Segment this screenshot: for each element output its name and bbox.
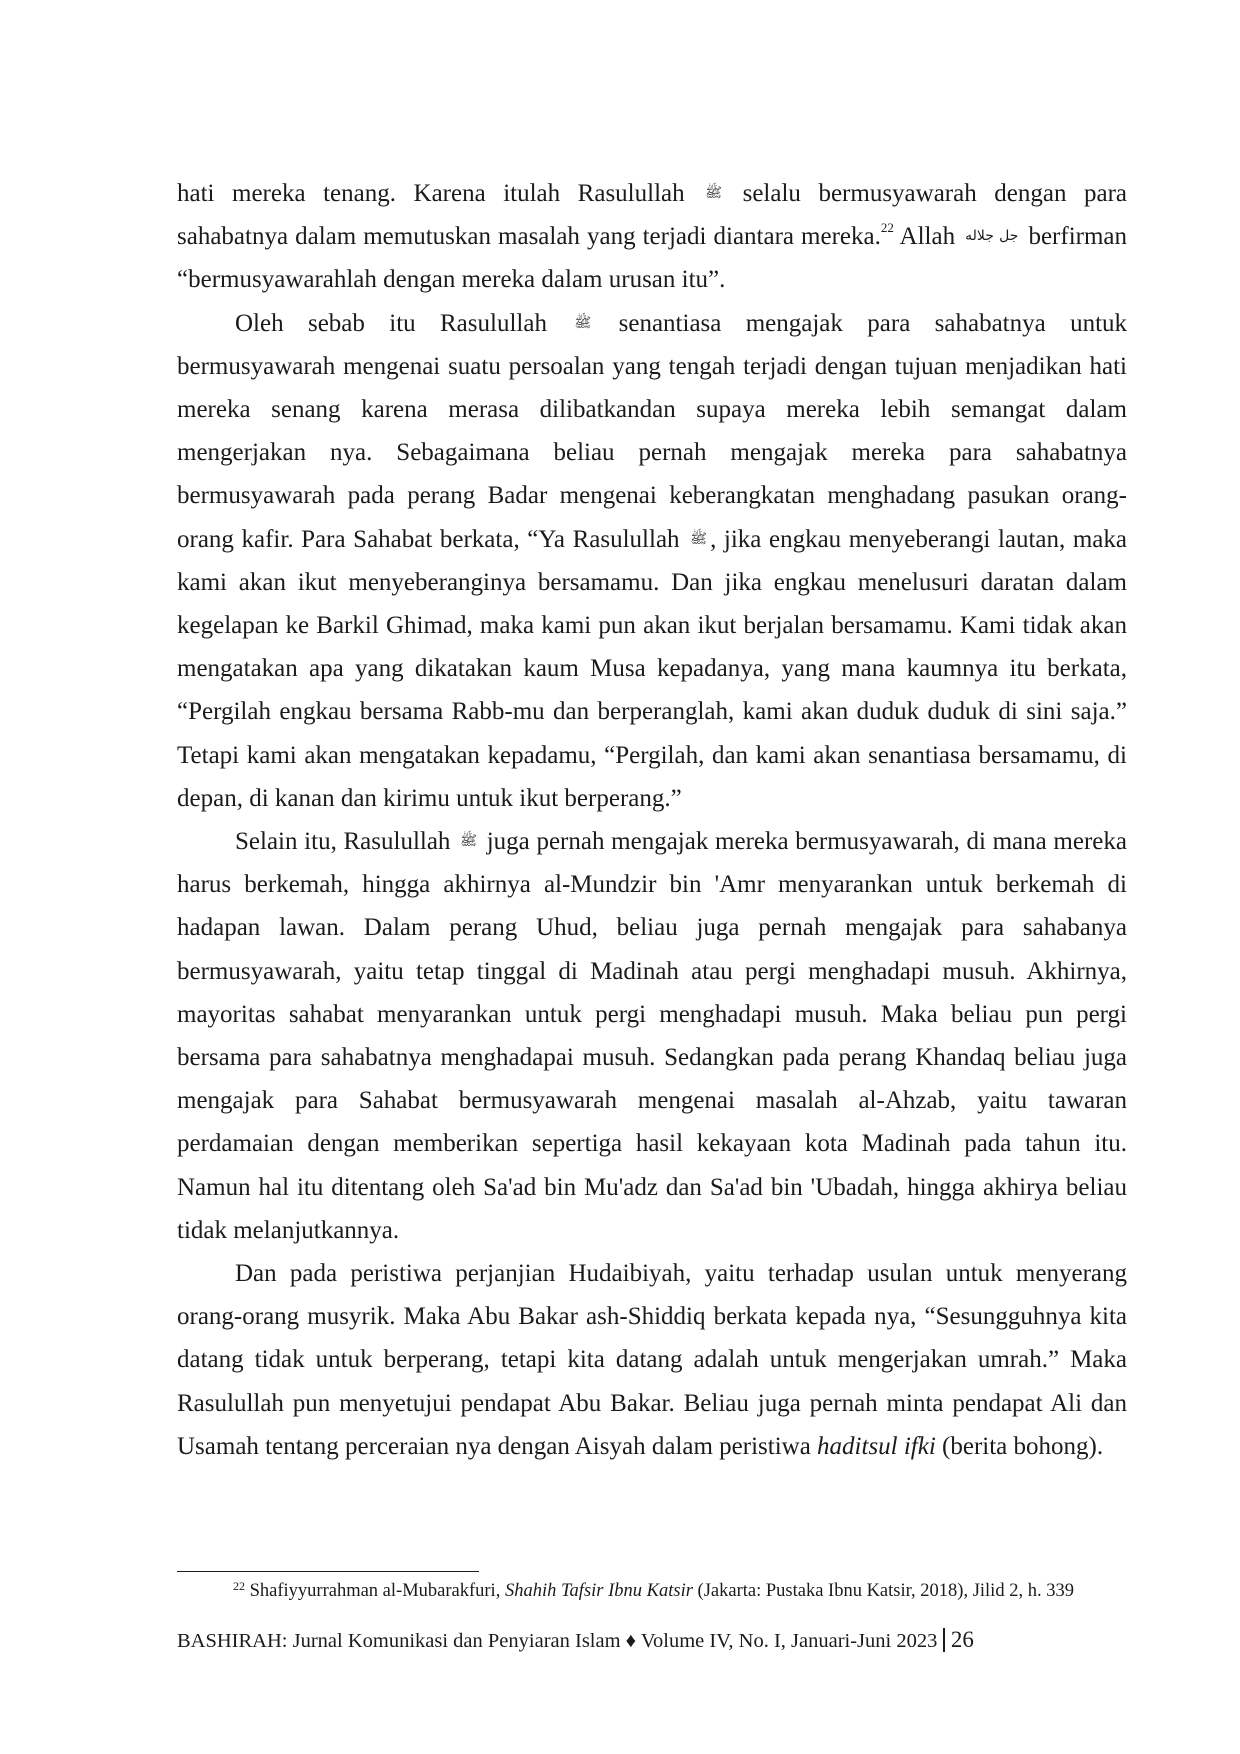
paragraph-2 — [177, 302, 1127, 820]
journal-citation: BASHIRAH: Jurnal Komunikasi dan Penyiaran Islam ♦ Volume IV, No. I, Januari-Juni 2023 — [177, 1630, 938, 1652]
text-run: selalu bermusyawarah dengan para sahabatnya dalam memutuskan masalah yang terjadi diantara mereka. — [177, 180, 1127, 251]
paragraph-1 — [177, 172, 1127, 302]
text-run: senantiasa mengajak para sahabatnya untuk bermusyawarah mengenai suatu persoalan yang tengah terjadi dengan tujuan menjadikan hati mereka senang karena merasa dilibatkandan supaya mereka lebih semangat dalam mengerjakan nya. Sebagaimana beliau pernah mengajak mereka para sahabatnya bermusyawarah pada perang Badar mengenai keberangkatan menghadang pasukan orang-orang kafir. Para Sahabat berkata, “Ya Rasulullah — [177, 309, 1128, 553]
jalla-glyph: جل جلاله — [965, 228, 1019, 245]
footnote-author: Shafiyyurrahman al-Mubarakfuri, — [249, 1581, 501, 1601]
italic-term: haditsul ifki — [817, 1432, 936, 1460]
text-run: hati mereka tenang. Karena itulah Rasulullah — [177, 180, 685, 207]
text-run: (berita bohong). — [942, 1432, 1104, 1460]
page-number: 26 — [950, 1627, 974, 1652]
body-text — [177, 172, 1127, 1468]
footnote-details: (Jakarta: Pustaka Ibnu Katsir, 2018), Jilid 2, h. 339 — [697, 1581, 1074, 1601]
paragraph-4 — [177, 1252, 1127, 1468]
salawat-glyph: ﷺ — [460, 833, 478, 850]
text-run: , jika engkau menyeberangi lautan, maka kami akan ikut menyeberanginya bersamamu. Dan jika engkau menelusuri daratan dalam kegelapan ke Barkil Ghimad, maka kami pun akan ikut berjalan bersamamu. Kami tidak akan mengatakan apa yang dikatakan kaum Musa kepadanya, yang mana kaumnya itu berkata, “Pergilah engkau bersama Rabb-mu dan berperanglah, kami akan duduk duduk di sini saja.” Tetapi kami akan mengatakan kepadamu, “Pergilah, dan kami akan senantiasa bersamamu, di depan, di kanan dan kirimu untuk ikut berperang.” — [177, 525, 1127, 812]
footnote-reference[interactable]: 22 — [880, 220, 894, 236]
footer-divider — [943, 1628, 945, 1652]
text-run: juga pernah mengajak mereka bermusyawarah, di mana mereka harus berkemah, hingga akhirnya al-Mundzir bin 'Amr menyarankan untuk berkemah di hadapan lawan. Dalam perang Uhud, beliau juga pernah mengajak para sahabanya bermusyawarah, yaitu tetap tinggal di Madinah atau pergi menghadapi musuh. Akhirnya, mayoritas sahabat menyarankan untuk pergi menghadapi musuh. Maka beliau pun pergi bersama para sahabatnya menghadapai musuh. Sedangkan pada perang Khandaq beliau juga mengajak para Sahabat bermusyawarah mengenai masalah al-Ahzab, yaitu tawaran perdamaian dengan memberikan sepertiga hasil kekayaan kota Madinah pada tahun itu. Namun hal itu ditentang oleh Sa'ad bin Mu'adz dan Sa'ad bin 'Ubadah, hingga akhirya beliau tidak melanjutkannya. — [177, 828, 1127, 1244]
text-run: Selain itu, Rasulullah — [235, 828, 451, 856]
salawat-glyph: ﷺ — [574, 314, 592, 331]
text-run: Dan pada peristiwa perjanjian Hudaibiyah, yaitu terhadap usulan untuk menyerang orang-orang musyrik. Maka Abu Bakar ash-Shiddiq berkata kepada nya, “Sesungguhnya kita datang tidak untuk berperang, tetapi kita datang adalah untuk mengerjakan umrah.” Maka Rasulullah pun menyetujui pendapat Abu Bakar. Beliau juga pernah minta pendapat Ali dan Usamah tentang perceraian nya dengan Aisyah dalam peristiwa — [177, 1260, 1127, 1460]
footnote-separator — [177, 1571, 479, 1572]
footnote-title: Shahih Tafsir Ibnu Katsir — [504, 1581, 693, 1601]
text-run: Oleh sebab itu Rasulullah — [235, 309, 547, 337]
text-run: Allah — [899, 223, 956, 251]
text-run: berfirman “bermusyawarahlah dengan mereka dalam urusan itu”. — [177, 223, 1128, 294]
salawat-glyph: ﷺ — [705, 185, 723, 201]
footnote-number: 22 — [233, 1579, 245, 1593]
footnote-22 — [177, 1579, 1127, 1603]
paragraph-3 — [177, 820, 1127, 1252]
page-footer — [177, 1627, 1137, 1653]
salawat-glyph: ﷺ — [690, 530, 708, 547]
